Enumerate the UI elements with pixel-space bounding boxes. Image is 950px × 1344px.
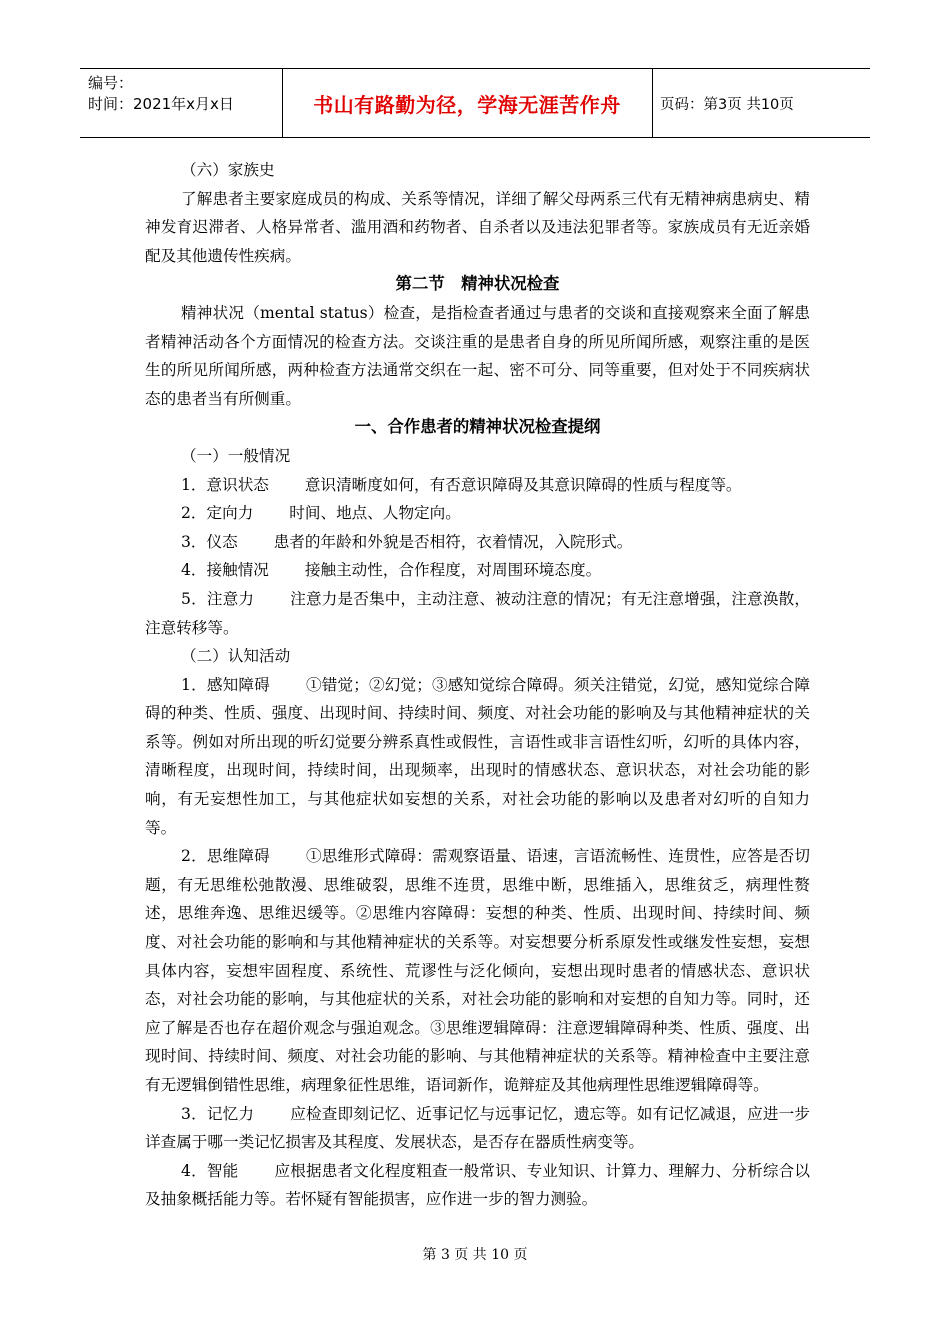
- list-item: [145, 842, 810, 1099]
- item-text: 注意力是否集中，主动注意、被动注意的情况；有无注意增强，注意涣散，注意转移等。: [145, 589, 810, 637]
- family-history-text: 了解患者主要家庭成员的构成、关系等情况，详细了解父母两系三代有无精神病患病史、精神发育迟滞者、人格异常者、滥用酒和药物者、自杀者以及违法犯罪者等。家族成员有无近亲婚配及其他遗传性疾病。: [145, 189, 810, 265]
- item-text: ①错觉；②幻觉；③感知觉综合障碍。须关注错觉，幻觉，感知觉综合障碍的种类、性质、强度、出现时间、持续时间、频度、对社会功能的影响及与其他精神症状的关系等。例如对所出现的听幻觉要分辨系真性或假性，言语性或非言语性幻听，幻听的具体内容，清晰程度，出现时间，持续时间，出现频率，出现时的情感状态、意识状态，对社会功能的影响，有无妄想性加工，与其他症状如妄想的关系，对社会功能的影响以及患者对幻听的自知力等。: [145, 675, 810, 837]
- item-label: 2．定向力: [181, 504, 254, 523]
- cognitive-list: [145, 671, 810, 1214]
- item-label: 3．记忆力: [181, 1104, 255, 1123]
- cognitive-title: （二）认知活动: [181, 647, 291, 666]
- list-item: [145, 671, 810, 843]
- item-label: 1．意识状态: [181, 475, 269, 494]
- list-item: [145, 528, 810, 557]
- header-divider: [652, 69, 653, 137]
- document-body: [145, 156, 810, 1214]
- item-text: 应根据患者文化程度粗查一般常识、专业知识、计算力、理解力、分析综合以及抽象概括能力等。若怀疑有智能损害，应作进一步的智力测验。: [145, 1161, 810, 1209]
- item-label: 2．思维障碍: [181, 847, 270, 866]
- item-text: ①思维形式障碍：需观察语量、语速，言语流畅性、连贯性，应答是否切题，有无思维松弛散漫、思维破裂，思维不连贯，思维中断，思维插入，思维贫乏，病理性赘述，思维奔逸、思维迟缓等。②思维内容障碍：妄想的种类、性质、出现时间、持续时间、频度、对社会功能的影响和与其他精神症状的关系等。对妄想要分析系原发性或继发性妄想，妄想具体内容，妄想牢固程度、系统性、荒谬性与泛化倾向，妄想出现时患者的情感状态、意识状态，对社会功能的影响，与其他症状的关系，对社会功能的影响和对妄想的自知力等。同时，还应了解是否也存在超价观念与强迫观念。③思维逻辑障碍：注意逻辑障碍种类、性质、强度、出现时间、持续时间、频度、对社会功能的影响、与其他精神症状的关系等。精神检查中主要注意有无逻辑倒错性思维，病理象征性思维，语词新作，诡辩症及其他病理性思维逻辑障碍等。: [145, 847, 810, 1094]
- general-title: （一）一般情况: [181, 446, 291, 465]
- item-text: 意识清晰度如何，有否意识障碍及其意识障碍的性质与程度等。: [304, 475, 742, 494]
- page-footer: 第 3 页 共 10 页: [422, 1247, 528, 1263]
- item-label: 1．感知障碍: [181, 675, 270, 694]
- list-item: [145, 585, 810, 642]
- item-label: 4．接触情况: [181, 561, 269, 580]
- document-header: [80, 68, 870, 138]
- outline-title: 一、合作患者的精神状况检查提纲: [354, 417, 601, 437]
- general-list: [145, 471, 810, 643]
- item-text: 应检查即刻记忆、近事记忆与远事记忆，遗忘等。如有记忆减退，应进一步详查属于哪一类记忆损害及其程度、发展状态，是否存在器质性病变等。: [145, 1104, 810, 1152]
- header-page-label: 页码：第3页 共10页: [660, 96, 794, 113]
- document-number-label: 编号：: [88, 74, 134, 92]
- list-item: [145, 499, 810, 528]
- section-intro-text: 精神状况（mental status）检查，是指检查者通过与患者的交谈和直接观察来全面了解患者精神活动各个方面情况的检查方法。交谈注重的是患者自身的所见所闻所感，观察注重的是医生的所见所闻所感，两种检查方法通常交织在一起、密不可分、同等重要，但对处于不同疾病状态的患者当有所侧重。: [145, 303, 810, 408]
- section-title: 第二节 精神状况检查: [395, 274, 560, 294]
- family-history-title: （六）家族史: [181, 161, 275, 179]
- item-label: 4．智能: [181, 1161, 239, 1180]
- item-text: 时间、地点、人物定向。: [289, 504, 461, 523]
- list-item: [145, 1157, 810, 1214]
- header-motto: 书山有路勤为径，学海无涯苦作舟: [313, 92, 621, 117]
- list-item: [145, 1100, 810, 1157]
- document-time-label: 时间：2021年x月x日: [88, 95, 234, 113]
- header-meta: [88, 73, 234, 115]
- item-text: 接触主动性，合作程度，对周围环境态度。: [304, 561, 602, 580]
- item-text: 患者的年龄和外貌是否相符，衣着情况，入院形式。: [273, 532, 633, 551]
- list-item: [145, 471, 810, 500]
- list-item: [145, 556, 810, 585]
- item-label: 5．注意力: [181, 589, 255, 608]
- item-label: 3．仪态: [181, 532, 238, 551]
